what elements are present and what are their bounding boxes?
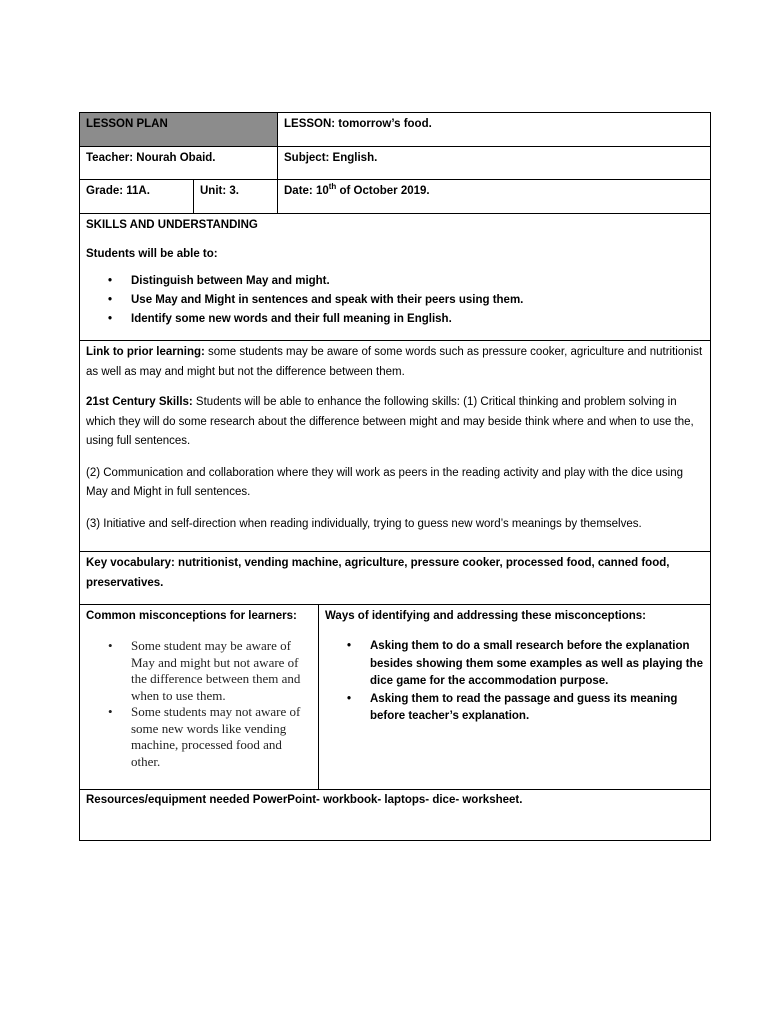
bullet-icon: • [347,640,352,652]
prior-learning-row [80,341,710,552]
list-item [347,691,704,726]
addressing-list [325,638,704,726]
century-skills-paragraph [86,393,704,452]
list-item-text: Asking them to read the passage and guess its meaning before teacher’s explanation. [370,692,678,722]
date-suffix: of October 2019. [336,185,430,197]
lesson-title: LESSON: tomorrow’s food. [277,113,710,146]
list-item-text: Distinguish between May and might. [131,275,330,287]
misconceptions-row [80,605,710,790]
misconceptions-cell [80,605,318,789]
list-item [108,638,312,704]
bullet-icon: • [108,294,113,306]
date-value [277,180,710,213]
bullet-icon: • [108,275,113,287]
bullet-icon: • [347,692,352,705]
list-item [108,272,704,291]
prior-learning-paragraph [86,343,704,382]
list-item-text: Use May and Might in sentences and speak with their peers using them. [131,294,524,306]
skills-list [86,272,704,329]
prior-learning-text: some students may be aware of some words such as pressure cooker, agriculture and nutritionist as well as may and might but not the difference between them. [86,346,703,378]
century-skills-text: Students will be able to enhance the following skills: (1) Critical thinking and problem solving in which they will do some research about the difference between might and may beside think where and when to use the, using full sentences. [86,396,694,447]
resources-text: Resources/equipment needed PowerPoint- workbook- laptops- dice- worksheet. [86,794,523,806]
communication-paragraph: (2) Communication and collaboration where they will work as peers in the reading activity and play with the dice using May and Might in full sentences. [86,466,684,498]
skills-heading: SKILLS AND UNDERSTANDING [86,219,258,231]
bullet-icon: • [108,638,113,653]
list-item [108,291,704,310]
initiative-paragraph: (3) Initiative and self-direction when reading individually, trying to guess new word’s meanings by themselves. [86,517,642,530]
misconceptions-list [86,638,312,770]
key-vocabulary: Key vocabulary: nutritionist, vending machine, agriculture, pressure cooker, processed food, canned food, preservatives. [86,557,670,589]
prior-learning-label: Link to prior learning: [86,346,205,358]
subject-name: Subject: English. [277,147,710,179]
resources-row [80,790,710,840]
lesson-plan-label: LESSON PLAN [80,113,277,146]
date-ordinal: th [328,182,337,192]
list-item-text: Some student may be aware of May and might but not aware of the difference between them and when to use them. [131,638,301,703]
unit-value: Unit: 3. [193,180,277,213]
teacher-name: Teacher: Nourah Obaid. [86,152,216,164]
skills-cell [80,214,710,340]
grade-value: Grade: 11A. [86,185,150,197]
misconceptions-heading: Common misconceptions for learners: [86,610,297,622]
date-prefix: Date: 10 [284,185,329,197]
bullet-icon: • [108,704,113,719]
bullet-icon: • [108,313,113,325]
century-skills-label: 21st Century Skills: [86,396,193,408]
list-item [108,310,704,329]
lesson-plan-table [79,112,711,841]
list-item [108,704,312,770]
skills-row [80,214,710,341]
addressing-heading: Ways of identifying and addressing these misconceptions: [325,610,646,622]
vocabulary-row [80,552,710,605]
header-row-lesson [80,113,710,147]
header-row-teacher [80,147,710,180]
list-item-text: Some students may not aware of some new words like vending machine, processed food and other. [131,704,301,769]
prior-learning-cell [80,341,710,551]
addressing-misconceptions-cell [318,605,710,789]
list-item-text: Identify some new words and their full meaning in English. [131,313,452,325]
header-row-grade [80,180,710,214]
skills-lead: Students will be able to: [86,248,218,260]
list-item-text: Asking them to do a small research before the explanation besides showing them some examples as well as playing the dice game for the accommodation purpose. [370,640,703,687]
list-item [347,638,704,691]
